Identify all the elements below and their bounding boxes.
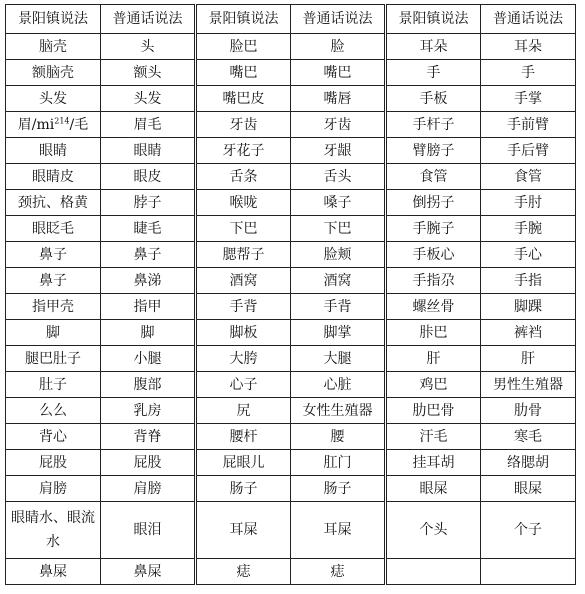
- table-row: [6, 424, 576, 450]
- mandarin-term-cell: 大腿: [291, 346, 386, 372]
- jingyang-term-cell: 肚子: [6, 372, 101, 398]
- jingyang-term-cell: 眼眨毛: [6, 216, 101, 242]
- mandarin-term-cell: 心脏: [291, 372, 386, 398]
- mandarin-term-cell: 男性生殖器: [481, 372, 576, 398]
- mandarin-term-cell: 舌头: [291, 164, 386, 190]
- table-row: [6, 450, 576, 476]
- jingyang-term-cell: 眼屎: [386, 476, 481, 502]
- jingyang-term-cell: 鼻子: [6, 242, 101, 268]
- mandarin-term-cell: 眼屎: [481, 476, 576, 502]
- mandarin-term-cell: 酒窝: [291, 268, 386, 294]
- header-row: [6, 5, 576, 34]
- mandarin-term-cell: 额头: [101, 60, 196, 86]
- header-mandarin-3: 普通话说法: [481, 5, 576, 34]
- jingyang-term-cell: 脸巴: [196, 34, 291, 60]
- dialect-vocabulary-table: [5, 4, 576, 585]
- mandarin-term-cell: 腰: [291, 424, 386, 450]
- jingyang-term-cell: 鼻子: [6, 268, 101, 294]
- jingyang-term-cell: 臂膀子: [386, 138, 481, 164]
- table-body: [6, 34, 576, 585]
- jingyang-term-cell: 肝: [386, 346, 481, 372]
- table-row: [6, 502, 576, 559]
- jingyang-term-cell: 耳屎: [196, 502, 291, 559]
- mandarin-term-cell: 手背: [291, 294, 386, 320]
- table-row: [6, 60, 576, 86]
- mandarin-term-cell: 乳房: [101, 398, 196, 424]
- mandarin-term-cell: 屁股: [101, 450, 196, 476]
- jingyang-term-cell: 痣: [196, 559, 291, 585]
- jingyang-term-cell: 嘴巴皮: [196, 86, 291, 112]
- mandarin-term-cell: 肩膀: [101, 476, 196, 502]
- jingyang-term-cell: 个头: [386, 502, 481, 559]
- mandarin-term-cell: 手后臂: [481, 138, 576, 164]
- jingyang-term-cell: 指甲壳: [6, 294, 101, 320]
- jingyang-term-cell: 腰杆: [196, 424, 291, 450]
- table-row: [6, 112, 576, 138]
- jingyang-term-cell: 眼睛水、眼流水: [6, 502, 101, 559]
- mandarin-term-cell: 嘴唇: [291, 86, 386, 112]
- header-jingyang-3: 景阳镇说法: [386, 5, 481, 34]
- jingyang-term-cell: 牙齿: [196, 112, 291, 138]
- table-row: [6, 86, 576, 112]
- mandarin-term-cell: 裤裆: [481, 320, 576, 346]
- header-jingyang-1: 景阳镇说法: [6, 5, 101, 34]
- mandarin-term-cell: 脸: [291, 34, 386, 60]
- mandarin-term-cell: 牙龈: [291, 138, 386, 164]
- jingyang-term-cell: 脚: [6, 320, 101, 346]
- mandarin-term-cell: 鼻屎: [101, 559, 196, 585]
- jingyang-term-cell: 嘴巴: [196, 60, 291, 86]
- jingyang-term-cell: 酒窝: [196, 268, 291, 294]
- jingyang-term-cell: 鼻屎: [6, 559, 101, 585]
- mandarin-term-cell: 牙齿: [291, 112, 386, 138]
- mandarin-term-cell: 眉毛: [101, 112, 196, 138]
- mandarin-term-cell: 嗓子: [291, 190, 386, 216]
- mandarin-term-cell: 耳屎: [291, 502, 386, 559]
- jingyang-term-cell: 手指尕: [386, 268, 481, 294]
- mandarin-term-cell: 寒毛: [481, 424, 576, 450]
- jingyang-term-cell: 屁眼儿: [196, 450, 291, 476]
- jingyang-term-cell: [386, 559, 481, 585]
- jingyang-term-cell: 挂耳胡: [386, 450, 481, 476]
- vocabulary-table-container: [5, 4, 576, 585]
- jingyang-term-cell: 手板: [386, 86, 481, 112]
- eyebrow-prefix: 眉/mi: [17, 116, 55, 133]
- jingyang-term-cell: 倒拐子: [386, 190, 481, 216]
- mandarin-term-cell: 鼻子: [101, 242, 196, 268]
- mandarin-term-cell: 手: [481, 60, 576, 86]
- jingyang-term-cell-eyebrow: [6, 112, 101, 138]
- jingyang-term-cell: 手: [386, 60, 481, 86]
- mandarin-term-cell: 手心: [481, 242, 576, 268]
- mandarin-term-cell: 手肘: [481, 190, 576, 216]
- jingyang-term-cell: 手板心: [386, 242, 481, 268]
- mandarin-term-cell: 耳朵: [481, 34, 576, 60]
- mandarin-term-cell: 脚掌: [291, 320, 386, 346]
- table-row: [6, 268, 576, 294]
- mandarin-term-cell: 眼泪: [101, 502, 196, 559]
- mandarin-term-cell: [481, 559, 576, 585]
- mandarin-term-cell: 女性生殖器: [291, 398, 386, 424]
- jingyang-term-cell: 下巴: [196, 216, 291, 242]
- mandarin-term-cell: 下巴: [291, 216, 386, 242]
- jingyang-term-cell: 肠子: [196, 476, 291, 502]
- jingyang-term-cell: 肋巴骨: [386, 398, 481, 424]
- table-row: [6, 476, 576, 502]
- mandarin-term-cell: 络腮胡: [481, 450, 576, 476]
- table-row: [6, 34, 576, 60]
- header-mandarin-2: 普通话说法: [291, 5, 386, 34]
- mandarin-term-cell: 头发: [101, 86, 196, 112]
- jingyang-term-cell: 么么: [6, 398, 101, 424]
- jingyang-term-cell: 螺丝骨: [386, 294, 481, 320]
- mandarin-term-cell: 指甲: [101, 294, 196, 320]
- mandarin-term-cell: 头: [101, 34, 196, 60]
- table-row: [6, 559, 576, 585]
- jingyang-term-cell: 脚板: [196, 320, 291, 346]
- jingyang-term-cell: 喉咙: [196, 190, 291, 216]
- mandarin-term-cell: 鼻涕: [101, 268, 196, 294]
- table-row: [6, 164, 576, 190]
- jingyang-term-cell: 手背: [196, 294, 291, 320]
- eyebrow-suffix: /毛: [69, 116, 89, 133]
- mandarin-term-cell: 手掌: [481, 86, 576, 112]
- mandarin-term-cell: 脸颊: [291, 242, 386, 268]
- tone-superscript: 214: [54, 115, 70, 125]
- jingyang-term-cell: 腿巴肚子: [6, 346, 101, 372]
- jingyang-term-cell: 耳朵: [386, 34, 481, 60]
- table-row: [6, 138, 576, 164]
- mandarin-term-cell: 食管: [481, 164, 576, 190]
- jingyang-term-cell: 心子: [196, 372, 291, 398]
- mandarin-term-cell: 肛门: [291, 450, 386, 476]
- header-jingyang-2: 景阳镇说法: [196, 5, 291, 34]
- mandarin-term-cell: 嘴巴: [291, 60, 386, 86]
- jingyang-term-cell: 额脑壳: [6, 60, 101, 86]
- mandarin-term-cell: 眼皮: [101, 164, 196, 190]
- jingyang-term-cell: 眼睛: [6, 138, 101, 164]
- mandarin-term-cell: 腹部: [101, 372, 196, 398]
- table-row: [6, 372, 576, 398]
- mandarin-term-cell: 手前臂: [481, 112, 576, 138]
- jingyang-term-cell: 汗毛: [386, 424, 481, 450]
- jingyang-term-cell: 头发: [6, 86, 101, 112]
- mandarin-term-cell: 肝: [481, 346, 576, 372]
- jingyang-term-cell: 胩巴: [386, 320, 481, 346]
- jingyang-term-cell: 牙花子: [196, 138, 291, 164]
- jingyang-term-cell: 尻: [196, 398, 291, 424]
- jingyang-term-cell: 肩膀: [6, 476, 101, 502]
- jingyang-term-cell: 鸡巴: [386, 372, 481, 398]
- mandarin-term-cell: 背脊: [101, 424, 196, 450]
- mandarin-term-cell: 肠子: [291, 476, 386, 502]
- mandarin-term-cell: 脚: [101, 320, 196, 346]
- mandarin-term-cell: 睫毛: [101, 216, 196, 242]
- table-row: [6, 346, 576, 372]
- jingyang-term-cell: 腮帮子: [196, 242, 291, 268]
- jingyang-term-cell: 脑壳: [6, 34, 101, 60]
- jingyang-term-cell: 食管: [386, 164, 481, 190]
- mandarin-term-cell: 痣: [291, 559, 386, 585]
- jingyang-term-cell: 舌条: [196, 164, 291, 190]
- jingyang-term-cell: 眼睛皮: [6, 164, 101, 190]
- mandarin-term-cell: 眼睛: [101, 138, 196, 164]
- mandarin-term-cell: 小腿: [101, 346, 196, 372]
- table-row: [6, 190, 576, 216]
- table-row: [6, 216, 576, 242]
- mandarin-term-cell: 手指: [481, 268, 576, 294]
- table-row: [6, 242, 576, 268]
- table-row: [6, 320, 576, 346]
- mandarin-term-cell: 个子: [481, 502, 576, 559]
- jingyang-term-cell: 颈抗、格黄: [6, 190, 101, 216]
- jingyang-term-cell: 大胯: [196, 346, 291, 372]
- jingyang-term-cell: 手杆子: [386, 112, 481, 138]
- mandarin-term-cell: 手腕: [481, 216, 576, 242]
- jingyang-term-cell: 屁股: [6, 450, 101, 476]
- jingyang-term-cell: 背心: [6, 424, 101, 450]
- table-row: [6, 398, 576, 424]
- jingyang-term-cell: 手腕子: [386, 216, 481, 242]
- table-row: [6, 294, 576, 320]
- header-mandarin-1: 普通话说法: [101, 5, 196, 34]
- mandarin-term-cell: 肋骨: [481, 398, 576, 424]
- mandarin-term-cell: 脖子: [101, 190, 196, 216]
- mandarin-term-cell: 脚踝: [481, 294, 576, 320]
